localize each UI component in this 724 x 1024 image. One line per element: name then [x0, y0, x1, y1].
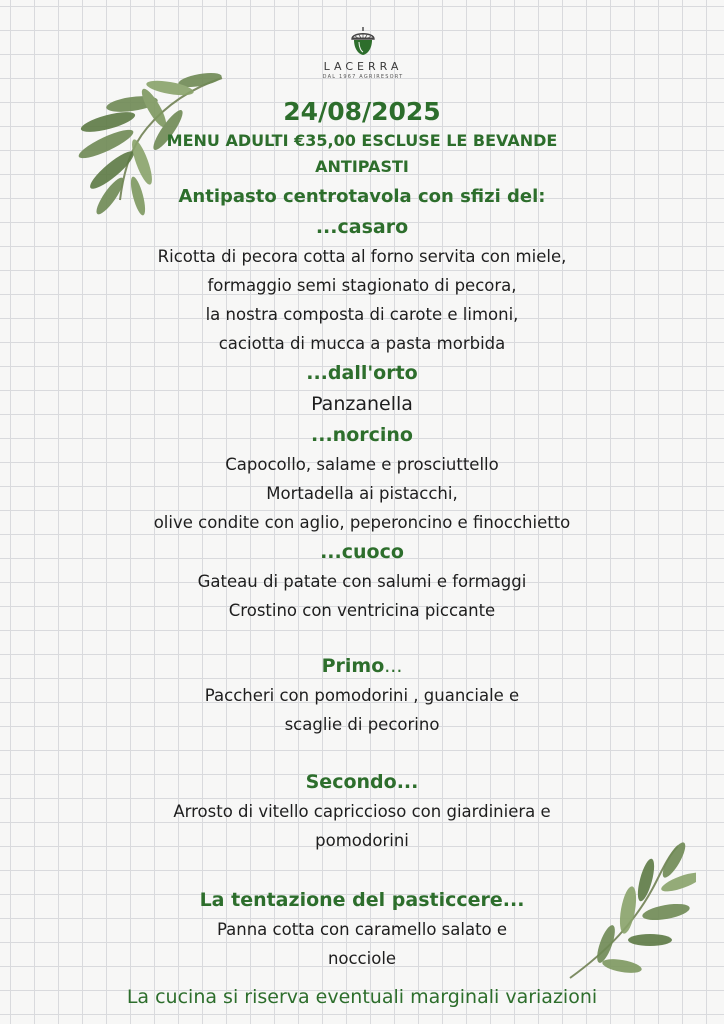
menu-line: nocciole: [327, 949, 397, 968]
antipasti-title: ANTIPASTI: [315, 157, 409, 176]
menu-line: la nostra composta di carote e limoni,: [205, 305, 519, 324]
menu-line: Gateau di patate con salumi e formaggi: [197, 572, 527, 591]
menu-line: Mortadella ai pistacchi,: [266, 484, 458, 503]
cuoco-heading: ...cuoco: [320, 541, 404, 563]
menu-line: olive condite con aglio, peperoncino e finocchietto: [153, 513, 571, 532]
casaro-heading: ...casaro: [315, 216, 409, 238]
brand-name: LACERRA: [323, 60, 403, 73]
brand-subtitle: DAL 1967 AGRIRESORT: [322, 74, 404, 80]
menu-line: Capocollo, salame e prosciuttello: [225, 455, 499, 474]
norcino-heading: ...norcino: [311, 424, 413, 446]
brand-logo: [300, 26, 426, 80]
menu-line: Panzanella: [311, 393, 413, 415]
primo-heading: [0, 651, 724, 681]
antipasti-intro: Antipasto centrotavola con sfizi del:: [178, 186, 546, 207]
menu-price: MENU ADULTI €35,00 ESCLUSE LE BEVANDE: [166, 131, 558, 150]
menu-line: Ricotta di pecora cotta al forno servita con miele,: [157, 247, 567, 266]
acorn-logo-icon: [350, 26, 376, 56]
menu-line: Arrosto di vitello capriccioso con giardiniera e: [173, 802, 551, 821]
menu-line: pomodorini: [315, 831, 409, 850]
menu-line: scaglie di pecorino: [284, 715, 440, 734]
menu-line: formaggio semi stagionato di pecora,: [207, 276, 517, 295]
menu-line: Paccheri con pomodorini , guanciale e: [204, 686, 520, 705]
primo-heading-text: Primo: [321, 655, 385, 677]
menu-line: caciotta di mucca a pasta morbida: [218, 334, 506, 353]
menu-line: Panna cotta con caramello salato e: [216, 920, 508, 939]
dessert-heading: La tentazione del pasticcere...: [199, 889, 525, 911]
primo-heading-dots: ...: [384, 655, 403, 677]
orto-heading: ...dall'orto: [306, 362, 418, 384]
menu-content: [0, 94, 724, 973]
footer-note: La cucina si riserva eventuali marginali variazioni: [126, 986, 598, 1008]
secondo-heading: Secondo...: [305, 771, 419, 793]
menu-line: Crostino con ventricina piccante: [228, 601, 496, 620]
menu-date: 24/08/2025: [283, 97, 441, 126]
